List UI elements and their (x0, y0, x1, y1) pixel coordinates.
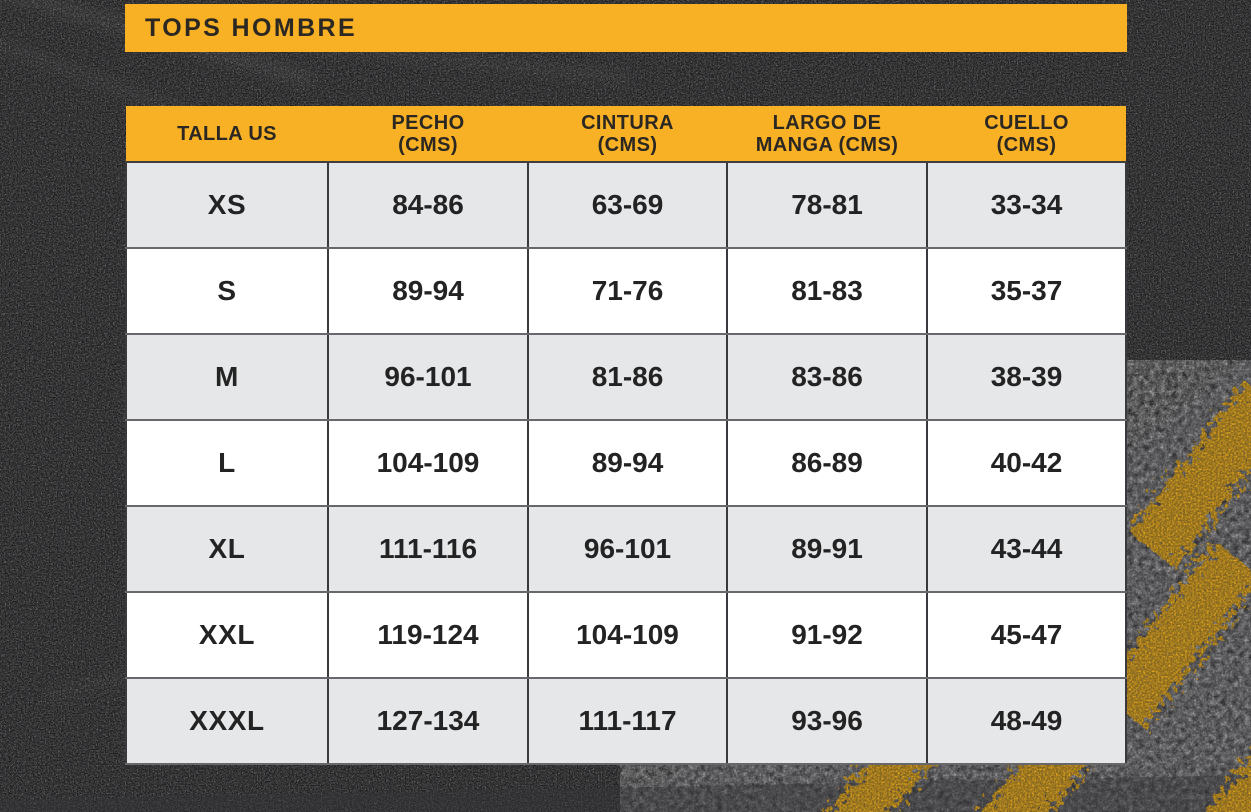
table-body (126, 162, 1126, 764)
cell-pecho: 96-101 (328, 334, 528, 420)
cell-cintura: 89-94 (528, 420, 727, 506)
title-bar (125, 4, 1127, 52)
cell-cintura: 71-76 (528, 248, 727, 334)
header-cell-talla-us (126, 106, 328, 162)
cell-pecho: 89-94 (328, 248, 528, 334)
size-chart-table (125, 106, 1127, 765)
cell-cintura: 81-86 (528, 334, 727, 420)
cell-largo-de-manga: 91-92 (727, 592, 927, 678)
table-row-xxxl (126, 678, 1126, 764)
header-cell-largo-de-manga (727, 106, 927, 162)
cell-largo-de-manga: 83-86 (727, 334, 927, 420)
header-cell-cintura (528, 106, 727, 162)
header-label-line1: PECHO (391, 111, 465, 134)
header-row (126, 106, 1126, 162)
header-label-line1: CINTURA (581, 111, 674, 134)
table-row-l (126, 420, 1126, 506)
cell-largo-de-manga: 81-83 (727, 248, 927, 334)
cell-talla: XXL (126, 592, 328, 678)
table-row-xs (126, 162, 1126, 248)
cell-cintura: 63-69 (528, 162, 727, 248)
cell-cuello: 38-39 (927, 334, 1126, 420)
cell-largo-de-manga: 89-91 (727, 506, 927, 592)
cell-talla: XS (126, 162, 328, 248)
header-label-line2: MANGA (CMS) (755, 133, 899, 156)
cell-cuello: 45-47 (927, 592, 1126, 678)
header-label-line2: (CMS) (996, 133, 1057, 156)
cell-cintura: 111-117 (528, 678, 727, 764)
cell-talla: S (126, 248, 328, 334)
table-row-xxl (126, 592, 1126, 678)
cell-pecho: 119-124 (328, 592, 528, 678)
cell-cuello: 33-34 (927, 162, 1126, 248)
table-row-m (126, 334, 1126, 420)
table-row-xl (126, 506, 1126, 592)
table-row-s (126, 248, 1126, 334)
cell-talla: L (126, 420, 328, 506)
cell-cintura: 104-109 (528, 592, 727, 678)
cell-cuello: 48-49 (927, 678, 1126, 764)
cell-cuello: 35-37 (927, 248, 1126, 334)
cell-largo-de-manga: 86-89 (727, 420, 927, 506)
cell-largo-de-manga: 93-96 (727, 678, 927, 764)
cell-cuello: 43-44 (927, 506, 1126, 592)
header-cell-cuello (927, 106, 1126, 162)
header-label-line2: (CMS) (597, 133, 658, 156)
cell-largo-de-manga: 78-81 (727, 162, 927, 248)
cell-pecho: 111-116 (328, 506, 528, 592)
cell-talla: XL (126, 506, 328, 592)
header-label-line1: CUELLO (984, 111, 1069, 134)
header-label-line2: (CMS) (398, 133, 458, 156)
cell-pecho: 84-86 (328, 162, 528, 248)
cell-talla: XXXL (126, 678, 328, 764)
cell-pecho: 127-134 (328, 678, 528, 764)
header-label: TALLA US (177, 122, 277, 145)
table-header (126, 106, 1126, 162)
header-label-line1: LARGO DE (772, 111, 882, 134)
cell-talla: M (126, 334, 328, 420)
page-title: TOPS HOMBRE (145, 13, 358, 42)
header-cell-pecho (328, 106, 528, 162)
cell-pecho: 104-109 (328, 420, 528, 506)
cell-cuello: 40-42 (927, 420, 1126, 506)
cell-cintura: 96-101 (528, 506, 727, 592)
